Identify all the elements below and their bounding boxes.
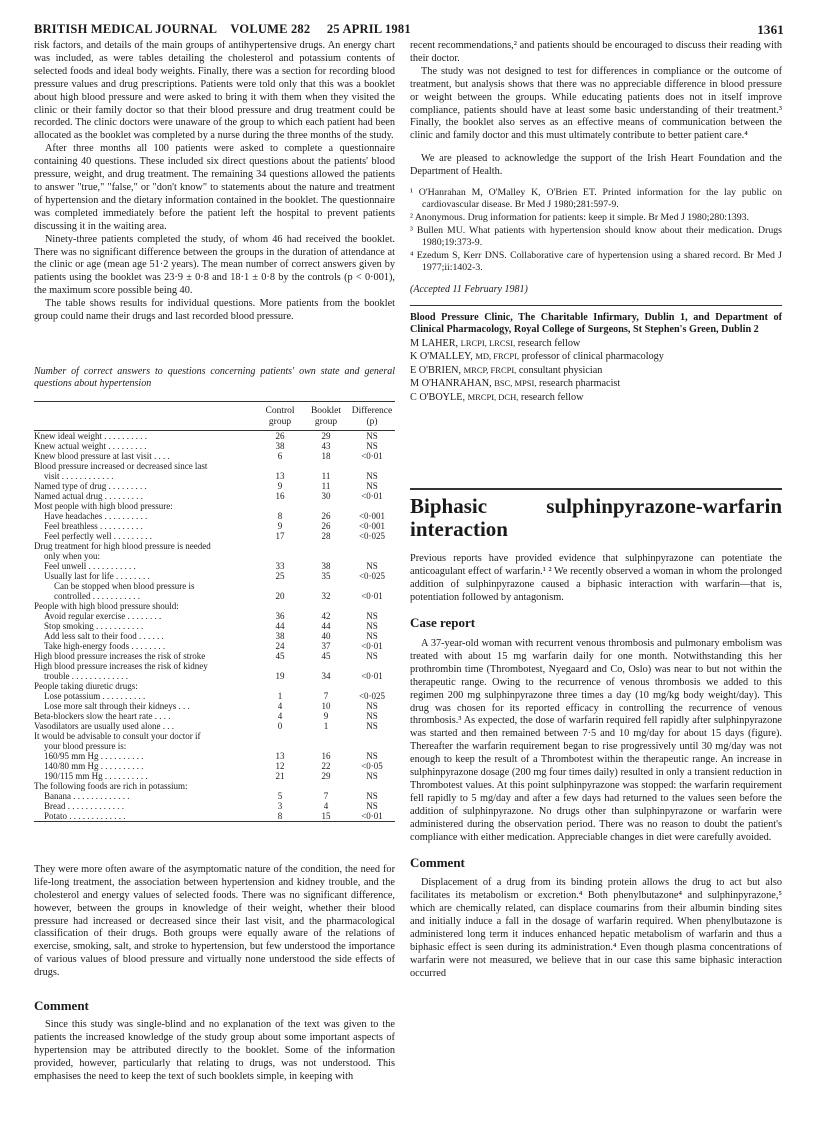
booklet-value: 40	[321, 630, 331, 641]
table-row	[34, 581, 395, 591]
difference-value: <0·01	[361, 490, 383, 501]
author-role: research pharmacist	[539, 378, 621, 390]
table-row	[34, 721, 395, 731]
booklet-value: 37	[321, 640, 331, 651]
paragraph: Previous reports have provided evidence that sulphinpyrazone can potentiate the anticoagulant effect of warfarin.¹ ² We recently observed a woman in whom the prolonged addition of sulphinpyrazone caused a biphasic interaction with warfarin—that is, potentiation followed by antagonism.	[410, 553, 782, 604]
difference-value: NS	[366, 750, 378, 761]
table-row	[34, 661, 395, 671]
booklet-value	[303, 501, 349, 511]
row-label: Feel unwell . . . . . . . . . . .	[44, 560, 136, 571]
booklet-value	[303, 581, 349, 591]
author-line	[410, 377, 782, 391]
author-qualifications: MRCPI, DCH,	[467, 391, 519, 402]
row-label: Can be stopped when blood pressure is	[54, 580, 195, 591]
table-row	[34, 441, 395, 451]
row-label: It would be advisable to consult your doctor if	[34, 730, 201, 741]
table-row	[34, 771, 395, 781]
row-label: Feel breathless . . . . . . . . . .	[44, 520, 143, 531]
table-row	[34, 621, 395, 631]
control-value: 20	[275, 590, 285, 601]
difference-value: <0·01	[361, 670, 383, 681]
booklet-value: 42	[321, 610, 331, 621]
row-label: 140/80 mm Hg . . . . . . . . . .	[44, 760, 144, 771]
booklet-value: 28	[321, 530, 331, 541]
table-row	[34, 511, 395, 521]
booklet-value: 45	[321, 650, 331, 661]
table-row	[34, 611, 395, 621]
difference-value	[349, 681, 395, 691]
control-value	[257, 501, 303, 511]
control-value: 13	[275, 470, 285, 481]
control-value	[257, 541, 303, 551]
table-row	[34, 811, 395, 822]
control-value: 21	[275, 770, 285, 781]
difference-value: <0·01	[361, 590, 383, 601]
booklet-value	[303, 541, 349, 551]
control-value: 5	[277, 790, 283, 801]
booklet-value: 1	[323, 720, 329, 731]
difference-value: NS	[366, 800, 378, 811]
reference-item: ² Anonymous. Drug information for patients: keep it simple. Br Med J 1980;280:1393.	[410, 212, 749, 224]
difference-value	[349, 581, 395, 591]
row-label: 160/95 mm Hg . . . . . . . . . .	[44, 750, 144, 761]
difference-value: NS	[366, 560, 378, 571]
booklet-value: 16	[321, 750, 331, 761]
paragraph: The table shows results for individual questions. More patients from the booklet group could name their drugs and last recorded blood pressure.	[34, 298, 395, 323]
booklet-value: 30	[321, 490, 331, 501]
section-heading: Case report	[410, 615, 476, 631]
table-row	[34, 651, 395, 661]
table-row	[34, 791, 395, 801]
control-value: 25	[275, 570, 285, 581]
row-label: Named type of drug . . . . . . . . .	[34, 480, 147, 491]
paragraph: They were more often aware of the asymptomatic nature of the condition, the need for life-long treatment, the association between hypertension and kidney trouble, and the cholesterol and energy values of selected foods. There was no significant difference, however, between the groups in knowledge of their weight, whether their blood pressure had increased or decreased since their last visit, and the pharmacological classification of their drugs. Both groups were equally aware of the relations of exercise, smoking, salt, and stroke to hypertension, but few understood the importance of various values of blood pressure and virtually none understood the side effects of drugs.	[34, 863, 395, 979]
control-value	[257, 781, 303, 791]
paragraph: After three months all 100 patients were asked to complete a questionnaire containing 40 questions. These included six direct questions about the patients' blood pressure, weight, and drug treatment. The remaining 34 questions allowed the patients to answer "true," "false," or "don't know" to statements about the nature and treatment of hypertension and the dietary information contained in the booklet. The questionnaire was completed immediately before the patient left the hospital to prevent patients discussing it in the waiting area.	[34, 143, 395, 232]
row-label: trouble . . . . . . . . . . . . .	[44, 670, 128, 681]
booklet-value: 32	[321, 590, 331, 601]
control-value	[257, 741, 303, 751]
difference-value: NS	[366, 720, 378, 731]
row-label: Avoid regular exercise . . . . . . . .	[44, 610, 162, 621]
control-value	[257, 461, 303, 471]
control-value	[257, 551, 303, 561]
difference-value: <0·025	[358, 530, 386, 541]
author-name: M LAHER,	[410, 337, 459, 349]
control-value: 3	[277, 800, 283, 811]
table-row	[34, 601, 395, 611]
author-role: professor of clinical pharmacology	[521, 351, 664, 363]
table-row	[34, 801, 395, 811]
table-row	[34, 571, 395, 581]
author-qualifications: MRCP, FRCPI,	[463, 364, 517, 375]
affiliation: Blood Pressure Clinic, The Charitable Infirmary, Dublin 1, and Department of Clinical Pharmacology, Royal College of Surgeons, St Stephen's Green, Dublin 2	[410, 311, 782, 336]
author-role: consultant physician	[518, 364, 603, 376]
difference-value	[349, 741, 395, 751]
author-name: C O'BOYLE,	[410, 391, 466, 403]
row-label: Bread . . . . . . . . . . . . .	[44, 800, 124, 811]
booklet-value: 43	[321, 440, 331, 451]
control-value: 0	[277, 720, 283, 731]
table-row	[34, 521, 395, 531]
author-name: M O'HANRAHAN,	[410, 378, 492, 390]
right-column	[410, 40, 782, 981]
table-row	[34, 501, 395, 511]
control-value: 24	[275, 640, 285, 651]
row-label: Drug treatment for high blood pressure is needed	[34, 540, 211, 551]
table-row	[34, 471, 395, 481]
author-line	[410, 337, 782, 351]
booklet-value	[303, 551, 349, 561]
difference-value: <0·01	[361, 450, 383, 461]
row-label: Vasodilators are usually used alone . . .	[34, 720, 174, 731]
row-label: controlled . . . . . . . . . . .	[54, 590, 140, 601]
difference-value	[349, 461, 395, 471]
paragraph: risk factors, and details of the main groups of antihypertensive drugs. An energy chart was included, as were tables detailing the cholesterol and potassium contents of selected foods and ideal body weights. Finally, there was a section for recording blood pressure values and drug prescriptions. Patients were told only that this was a booklet about high blood pressure and were asked to bring it with them when they visited the clinic or their family doctor so that their blood pressure and drug treatment could be recorded. The clinic doctors were unaware of the group to which each patient had been allocated as the booklet was completed by a nurse during the three months of the study.	[34, 40, 395, 142]
table-row	[34, 430, 395, 441]
row-label: 190/115 mm Hg . . . . . . . . . .	[44, 770, 148, 781]
row-label: Blood pressure increased or decreased since last	[34, 460, 208, 471]
control-value: 38	[275, 440, 285, 451]
author-line	[410, 364, 782, 378]
difference-value	[349, 551, 395, 561]
row-label: your blood pressure is:	[44, 740, 127, 751]
booklet-value	[303, 601, 349, 611]
table-row	[34, 701, 395, 711]
table-row	[34, 781, 395, 791]
difference-value: <0·001	[358, 510, 386, 521]
col-difference: Difference (p)	[349, 401, 395, 430]
booklet-value: 44	[321, 620, 331, 631]
difference-value: <0·025	[358, 570, 386, 581]
difference-value: NS	[366, 610, 378, 621]
booklet-value	[303, 461, 349, 471]
difference-value: NS	[366, 790, 378, 801]
table-row	[34, 761, 395, 771]
journal-name: BRITISH MEDICAL JOURNAL	[34, 22, 218, 36]
paragraph: Ninety-three patients completed the study, of whom 46 had received the booklet. There was no significant difference between the groups in the duration of attendance at the clinic or age (mean age 51·2 years). The mean number of correct answers given by patients using the booklet was 23·9 ± 0·8 and 18·1 ± 0·8 by the controls (p < 0·001), the maximum score possible being 40.	[34, 233, 395, 297]
booklet-value: 26	[321, 520, 331, 531]
row-label: High blood pressure increases the risk of kidney	[34, 660, 208, 671]
difference-value: <0·05	[361, 760, 383, 771]
row-label: Usually last for life . . . . . . . .	[44, 570, 150, 581]
row-label: Lose potassium . . . . . . . . . .	[44, 690, 146, 701]
difference-value: NS	[366, 470, 378, 481]
row-label: Named actual drug . . . . . . . . .	[34, 490, 143, 501]
table-row	[34, 541, 395, 551]
difference-value: <0·001	[358, 520, 386, 531]
control-value	[257, 661, 303, 671]
control-value: 9	[277, 480, 283, 491]
author-name: E O'BRIEN,	[410, 364, 462, 376]
booklet-value: 9	[323, 710, 329, 721]
difference-value	[349, 781, 395, 791]
table-row	[34, 641, 395, 651]
control-value: 12	[275, 760, 285, 771]
row-label: Beta-blockers slow the heart rate . . . .	[34, 710, 171, 721]
table-row	[34, 591, 395, 601]
difference-value: <0·025	[358, 690, 386, 701]
difference-value: NS	[366, 700, 378, 711]
booklet-value	[303, 731, 349, 741]
control-value	[257, 601, 303, 611]
left-column	[34, 40, 395, 1084]
difference-value	[349, 661, 395, 671]
reference-item: ⁴ Ezedum S, Kerr DNS. Collaborative care of hypertension using a shared record. Br Med J 1977;ii:1402-3.	[410, 250, 782, 274]
author-line	[410, 391, 782, 405]
control-value: 6	[277, 450, 283, 461]
table-caption: Number of correct answers to questions concerning patients' own state and general questions about hypertension	[34, 365, 395, 390]
booklet-value: 7	[323, 790, 329, 801]
author-line	[410, 350, 782, 364]
issue-date: 25 APRIL 1981	[326, 22, 411, 36]
row-label: People taking diuretic drugs:	[34, 680, 138, 691]
table-body	[34, 430, 395, 821]
row-label: Feel perfectly well . . . . . . . . .	[44, 530, 152, 541]
difference-value: NS	[366, 480, 378, 491]
table-row	[34, 561, 395, 571]
booklet-value: 15	[321, 810, 331, 821]
table-row	[34, 551, 395, 561]
row-label: Potato . . . . . . . . . . . . .	[44, 810, 126, 821]
table-row	[34, 681, 395, 691]
section-heading: Comment	[410, 854, 465, 870]
difference-value: NS	[366, 650, 378, 661]
reference-item: ³ Bullen MU. What patients with hypertension should know about their medication. Drugs 1980;19:373-9.	[410, 225, 782, 249]
difference-value	[349, 731, 395, 741]
accepted-date: (Accepted 11 February 1981)	[410, 284, 528, 296]
table-row	[34, 711, 395, 721]
control-value: 4	[277, 710, 283, 721]
author-role: research fellow	[520, 391, 584, 403]
table-header-row	[34, 401, 395, 430]
control-value: 19	[275, 670, 285, 681]
control-value: 8	[277, 510, 283, 521]
booklet-value: 22	[321, 760, 331, 771]
control-value: 36	[275, 610, 285, 621]
table-row	[34, 451, 395, 461]
col-control: Control group	[257, 401, 303, 430]
difference-value	[349, 501, 395, 511]
paragraph: Since this study was single-blind and no explanation of the text was given to the patients the increased knowledge of the study group about some important aspects of hypertension may be attributed directly to the booklet. Some of the information provided, however, particularly that relating to drugs, was not understood. This emphasises the need to keep the text of such booklets simple, in keeping with	[34, 1019, 395, 1082]
table-row	[34, 491, 395, 501]
difference-value	[349, 541, 395, 551]
booklet-value: 29	[321, 430, 331, 441]
table-row	[34, 751, 395, 761]
control-value: 4	[277, 700, 283, 711]
table-row	[34, 461, 395, 471]
table-row	[34, 671, 395, 681]
author-role: research fellow	[517, 337, 581, 349]
table-row	[34, 481, 395, 491]
row-label: only when you:	[44, 550, 100, 561]
row-label: People with high blood pressure should:	[34, 600, 179, 611]
paragraph: Displacement of a drug from its binding protein allows the drug to act but also facilitates its metabolism or excretion.⁴ Both phenylbutazone⁴ and sulphinpyrazone,⁵ which are chemically related, can displace coumarins from their albumin binding sites and initially induce a fall in the dosage of warfarin required. When phenylbutazone is administered long term it induces enhanced hepatic metabolism of warfarin and thus a biphasic effect is seen during its administration.⁴ Even though plasma concentrations of warfarin were not measured, we believe that in our case this same biphasic interaction occurred	[410, 877, 782, 979]
row-label: Knew blood pressure at last visit . . . .	[34, 450, 170, 461]
control-value: 1	[277, 690, 283, 701]
row-label: visit . . . . . . . . . . . .	[44, 470, 114, 481]
booklet-value: 35	[321, 570, 331, 581]
row-label: Have headaches . . . . . . . . . .	[44, 510, 148, 521]
booklet-value: 18	[321, 450, 331, 461]
row-label: Banana . . . . . . . . . . . . .	[44, 790, 130, 801]
difference-value: NS	[366, 630, 378, 641]
table-row	[34, 731, 395, 741]
control-value: 8	[277, 810, 283, 821]
section-heading: Comment	[34, 998, 89, 1014]
row-label: Add less salt to their food . . . . . .	[44, 630, 164, 641]
difference-value: NS	[366, 430, 378, 441]
acknowledgement: We are pleased to acknowledge the support of the Irish Heart Foundation and the Department of Health.	[410, 153, 782, 178]
difference-value: NS	[366, 770, 378, 781]
paragraph: recent recommendations,² and patients should be encouraged to discuss their reading with their doctor.	[410, 40, 782, 64]
control-value: 33	[275, 560, 285, 571]
author-qualifications: MD, FRCPI,	[475, 351, 520, 362]
table-row	[34, 691, 395, 701]
booklet-value	[303, 741, 349, 751]
difference-value: NS	[366, 440, 378, 451]
paragraph: A 37-year-old woman with recurrent venous thrombosis and pulmonary embolism was treated with about 15 mg warfarin daily for one month. Notwithstanding this her prothrombin time (Thrombotest, Nyegaard and Co, Oslo) was near to but not within the therapeutic range. Owing to the recurrence of venous thrombosis we added to this regimen 200 mg sulphinpyrazone three times a day (10 mg/kg body weight/day). This drug was chosen for its reported efficacy in controlling the recurrence of venous thrombosis.³ As expected, the dose of warfarin required fell rapidly after sulphinpyrazone was started and then remained between 7·5 and 10 mg/day for about 15 days (figure). Thereafter the warfarin requirement began to rise progressively until 30 mg/day was not enough to keep the result of a Thrombotest within the therapeutic range. An increase in sulphinpyrazone dosage (200 mg four times daily) resulted in only a transient reduction in Thrombotest values. At this point sulphinpyrazone was stopped: the warfarin requirement fell rapidly to 5 mg/day and after a few days had returned to the values seen before the addition of sulphinpyrazone. No drugs other than sulphinpyrazone or warfarin were administered during the observation period. There was no reason to doubt the patient's compliance with either medication. Appreciable changes in diet were carefully avoided.	[410, 638, 782, 843]
booklet-value: 29	[321, 770, 331, 781]
table-row	[34, 631, 395, 641]
page-number: 1361	[757, 22, 784, 37]
booklet-value	[303, 781, 349, 791]
row-label: Knew actual weight . . . . . . . . .	[34, 440, 147, 451]
difference-value: NS	[366, 620, 378, 631]
difference-value: NS	[366, 710, 378, 721]
control-value: 16	[275, 490, 285, 501]
booklet-value: 11	[321, 470, 331, 481]
difference-value	[349, 601, 395, 611]
table-row	[34, 741, 395, 751]
control-value: 13	[275, 750, 285, 761]
row-label: Most people with high blood pressure:	[34, 500, 173, 511]
booklet-value: 4	[323, 800, 329, 811]
control-value: 26	[275, 430, 285, 441]
booklet-value: 11	[321, 480, 331, 491]
author-name: K O'MALLEY,	[410, 351, 473, 363]
reference-list	[410, 187, 782, 274]
booklet-value: 10	[321, 700, 331, 711]
author-qualifications: LRCPI, LRCSI,	[460, 337, 516, 348]
table-row	[34, 531, 395, 541]
row-label: High blood pressure increases the risk of stroke	[34, 650, 206, 661]
booklet-value: 38	[321, 560, 331, 571]
volume: VOLUME 282	[230, 22, 311, 36]
row-label: Lose more salt through their kidneys . . .	[44, 700, 190, 711]
row-label: Knew ideal weight . . . . . . . . . .	[34, 430, 147, 441]
reference-item: ¹ O'Hanrahan M, O'Malley K, O'Brien ET. Printed information for the lay public on cardiovascular disease. Br Med J 1980;281:597-9.	[410, 187, 782, 211]
difference-value: <0·01	[361, 810, 383, 821]
booklet-value: 26	[321, 510, 331, 521]
difference-value: <0·01	[361, 640, 383, 651]
control-value: 17	[275, 530, 285, 541]
control-value	[257, 731, 303, 741]
control-value: 44	[275, 620, 285, 631]
row-label: Stop smoking . . . . . . . . . . .	[44, 620, 144, 631]
control-value: 38	[275, 630, 285, 641]
divider	[410, 305, 782, 306]
author-qualifications: BSC, MPSI,	[494, 378, 537, 389]
booklet-value	[303, 661, 349, 671]
control-value	[257, 581, 303, 591]
control-value: 9	[277, 520, 283, 531]
col-booklet: Booklet group	[303, 401, 349, 430]
control-value: 45	[275, 650, 285, 661]
header-left	[34, 22, 411, 37]
row-label: The following foods are rich in potassium:	[34, 780, 188, 791]
paragraph: The study was not designed to test for differences in compliance or the outcome of treatment, but analysis shows that there was no appreciable difference in blood pressure or weight between the groups. While educating patients does not in itself improve compliance, patients should have at least some basic understanding of their treatment.³ Finally, the booklet also serves as an effective means of communication between the clinic and family doctor and this must ultimately contribute to better patient care.⁴	[410, 65, 782, 142]
control-value	[257, 681, 303, 691]
booklet-value: 7	[323, 690, 329, 701]
booklet-value: 34	[321, 670, 331, 681]
results-table	[34, 401, 395, 822]
booklet-value	[303, 681, 349, 691]
article-title: Biphasic sulphinpyrazone-warfarin interaction	[410, 488, 782, 541]
author-list	[410, 337, 782, 405]
row-label: Take high-energy foods . . . . . . . .	[44, 640, 166, 651]
